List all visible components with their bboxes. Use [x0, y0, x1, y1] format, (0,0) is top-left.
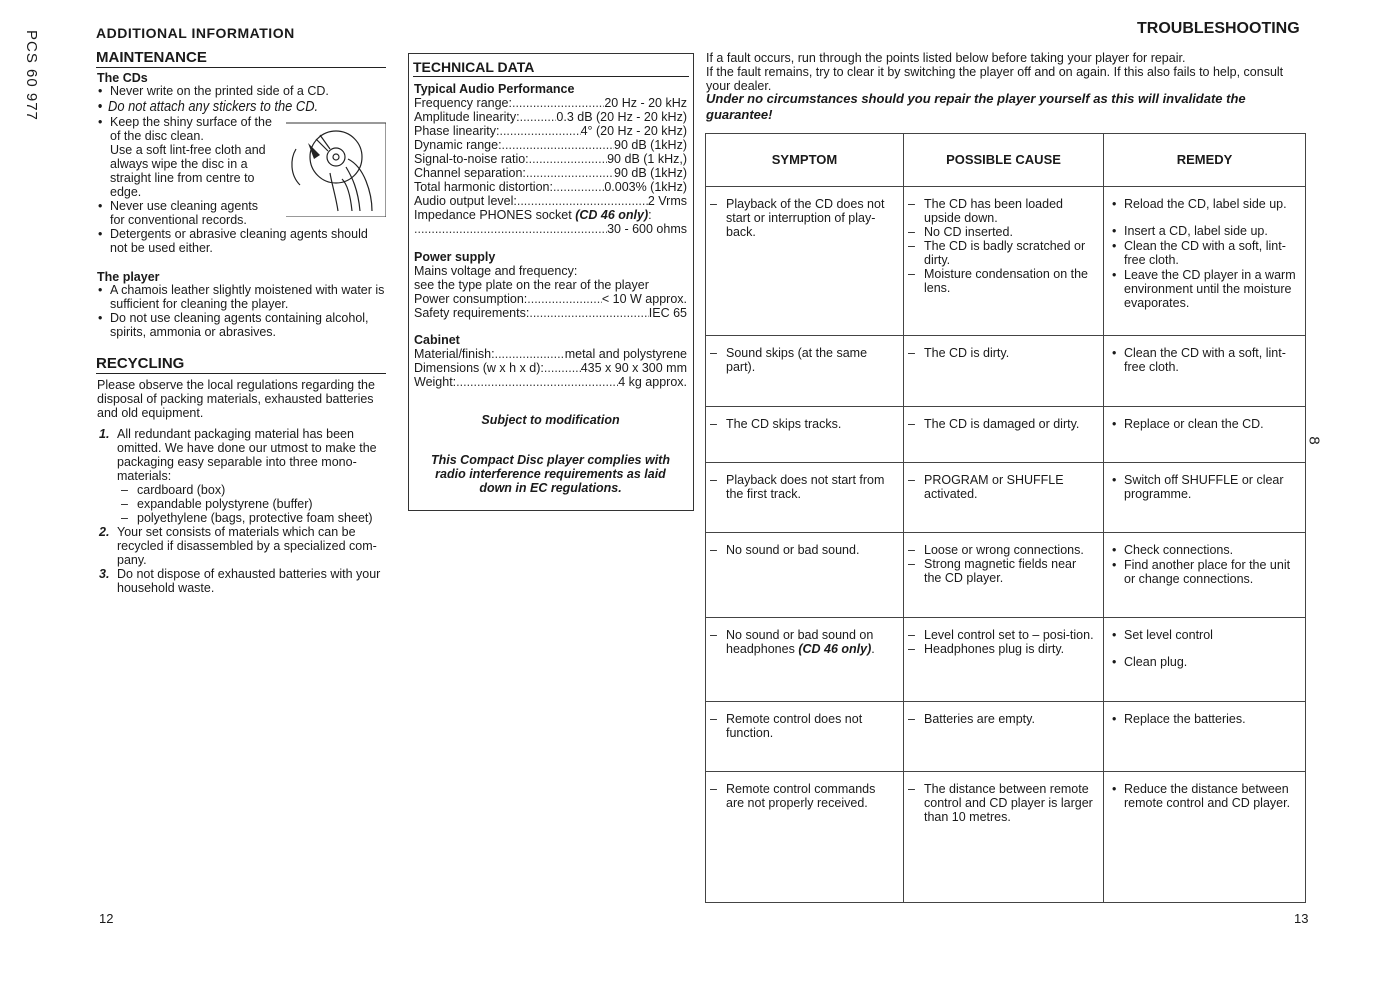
spec-row — [414, 222, 687, 236]
spec-label: Signal-to-noise ratio: — [414, 152, 529, 166]
recycling-item — [97, 525, 389, 567]
symptom-text-main: No sound or bad sound on headphones — [726, 628, 874, 656]
spec-label: Total harmonic distortion: — [414, 180, 553, 194]
remedy-text: • Find another place for the unit or change connections. — [1110, 558, 1299, 586]
symptom-cell — [706, 618, 904, 702]
spec-value: 90 dB (1kHz) — [614, 138, 687, 152]
table-row — [706, 772, 1306, 903]
table-row — [706, 702, 1306, 772]
recycling-item — [97, 427, 389, 483]
remedy-text: • Clean plug. — [1110, 655, 1299, 669]
spec-value: 4° (20 Hz - 20 kHz) — [580, 124, 687, 138]
intro-line: If a fault occurs, run through the points listed below before taking your player for repair. — [706, 51, 1186, 65]
recycling-heading: RECYCLING — [96, 355, 386, 374]
impedance-label: Impedance PHONES socket — [414, 208, 572, 222]
cause-text: – Headphones plug is dirty. — [904, 642, 1103, 656]
spec-row — [414, 180, 687, 194]
table-row — [706, 187, 1306, 336]
spec-label: Weight: — [414, 375, 457, 389]
symptom-cell — [706, 702, 904, 772]
spec-value: 0.3 dB (20 Hz - 20 kHz) — [556, 110, 687, 124]
remedy-cell — [1104, 772, 1306, 903]
player-subheading: The player — [97, 270, 160, 284]
repair-warning: Under no circumstances should you repair the player yourself as this will invalidate the guarantee! — [706, 91, 1246, 122]
material-item: – expandable polystyrene (buffer) — [117, 497, 389, 511]
cause-cell — [904, 772, 1104, 903]
symptom-cell — [706, 336, 904, 407]
recycling-item-number: 3. — [99, 567, 110, 581]
cause-text: – Moisture condensation on the lens. — [904, 267, 1103, 295]
page-number-right: 13 — [1294, 911, 1309, 926]
cause-cell — [904, 702, 1104, 772]
remedy-cell — [1104, 187, 1306, 336]
table-row — [706, 407, 1306, 463]
table-row — [706, 463, 1306, 533]
cds-item: • Never write on the printed side of a CD. — [96, 84, 386, 98]
cause-text: – Strong magnetic fields near the CD player. — [904, 557, 1103, 585]
cause-cell — [904, 407, 1104, 463]
material-item: – polyethylene (bags, protective foam sheet) — [117, 511, 389, 525]
remedy-text: • Switch off SHUFFLE or clear programme. — [1110, 473, 1299, 501]
symptom-text — [706, 628, 903, 656]
recycling-intro: Please observe the local regulations regarding the disposal of packing materials, exhausted batteries and old equipment. — [97, 378, 375, 420]
cds-line: for conventional records. — [110, 213, 247, 227]
symptom-period: . — [871, 642, 875, 656]
spec-label: Channel separation: — [414, 166, 526, 180]
cause-cell — [904, 463, 1104, 533]
spec-label: Amplitude linearity: — [414, 110, 520, 124]
material-item: – cardboard (box) — [117, 483, 389, 497]
spec-value: IEC 65 — [648, 306, 687, 320]
symptom-cell — [706, 407, 904, 463]
player-list — [96, 283, 388, 339]
cause-text: – Loose or wrong connections. — [904, 543, 1103, 557]
cabinet-subheading: Cabinet — [414, 333, 460, 347]
compliance-note: This Compact Disc player complies with radio interference requirements as laid down in EC regulations. — [431, 453, 670, 495]
recycling-item — [97, 567, 389, 595]
impedance-note: (CD 46 only) — [575, 208, 649, 222]
spec-label: Safety requirements: — [414, 306, 530, 320]
cds-item: • Never use cleaning agents — [96, 199, 386, 213]
remedy-cell — [1104, 463, 1306, 533]
remedy-text: • Set level control — [1110, 628, 1299, 642]
technical-data-heading: TECHNICAL DATA — [413, 58, 689, 77]
cds-subheading: The CDs — [97, 71, 148, 85]
column-header-symptom: SYMPTOM — [706, 134, 904, 187]
symptom-text: – Remote control commands are not properly received. — [706, 782, 903, 810]
cause-text: – Level control set to – posi-tion. — [904, 628, 1103, 642]
player-item: • Do not use cleaning agents containing alcohol, spirits, ammonia or abrasives. — [96, 311, 388, 339]
recycling-item-number: 1. — [99, 427, 110, 441]
symptom-text: – Remote control does not function. — [706, 712, 903, 740]
remedy-cell — [1104, 407, 1306, 463]
audio-performance-subheading: Typical Audio Performance — [414, 82, 575, 96]
maintenance-heading: MAINTENANCE — [96, 49, 386, 68]
cause-cell — [904, 187, 1104, 336]
column-header-cause: POSSIBLE CAUSE — [904, 134, 1104, 187]
spec-value: 90 dB (1kHz) — [614, 166, 687, 180]
cds-item: • Detergents or abrasive cleaning agents should — [96, 227, 386, 241]
table-row — [706, 618, 1306, 702]
spec-label: Phase linearity: — [414, 124, 500, 138]
remedy-cell — [1104, 618, 1306, 702]
recycling-item-text: All redundant packaging material has been omitted. We have done our utmost to make the packaging easy separable into three mono-materials: — [117, 427, 377, 483]
spec-row — [414, 124, 687, 138]
cause-cell — [904, 533, 1104, 618]
recycling-list — [97, 427, 389, 595]
symptom-cell — [706, 187, 904, 336]
cds-line: Use a soft lint-free cloth and — [110, 143, 266, 157]
cause-cell — [904, 618, 1104, 702]
cds-line: always wipe the disc in a — [110, 157, 248, 171]
spec-value: 4 kg approx. — [618, 375, 687, 389]
spec-value: 0.003% (1kHz) — [604, 180, 687, 194]
spec-value: metal and polystyrene — [564, 347, 687, 361]
symptom-cell — [706, 533, 904, 618]
disc-cleaning-illustration — [286, 119, 386, 217]
cds-item: • Keep the shiny surface of the — [96, 115, 386, 129]
spec-row — [414, 375, 687, 389]
document-code: PCS 60 977 — [23, 30, 40, 121]
spec-value: < 10 W approx. — [601, 292, 687, 306]
remedy-text: • Reload the CD, label side up. — [1110, 197, 1299, 211]
troubleshooting-heading: TROUBLESHOOTING — [1137, 20, 1300, 37]
cause-text: – The CD is damaged or dirty. — [904, 417, 1103, 431]
cds-item: • Do not attach any stickers to the CD. — [96, 98, 345, 115]
spec-row — [414, 306, 687, 320]
recycling-item-text: Your set consists of materials which can be recycled if disassembled by a specialized com-pany. — [117, 525, 377, 567]
symptom-text: – The CD skips tracks. — [706, 417, 903, 431]
spec-label: Dynamic range: — [414, 138, 502, 152]
recycling-item-number: 2. — [99, 525, 110, 539]
table-header-row — [706, 134, 1306, 187]
cds-line: edge. — [110, 185, 142, 199]
spec-row — [414, 96, 687, 110]
cause-text: – PROGRAM or SHUFFLE activated. — [904, 473, 1103, 501]
power-line: see the type plate on the rear of the player — [414, 278, 649, 292]
column-header-remedy: REMEDY — [1104, 134, 1306, 187]
spec-label: Material/finish: — [414, 347, 495, 361]
cause-text: – The distance between remote control and CD player is larger than 10 metres. — [904, 782, 1103, 824]
remedy-text: • Clean the CD with a soft, lint-free cloth. — [1110, 346, 1299, 374]
remedy-cell — [1104, 533, 1306, 618]
power-supply-subheading: Power supply — [414, 250, 496, 264]
cause-text: – The CD is dirty. — [904, 346, 1103, 360]
power-line: Mains voltage and frequency: — [414, 264, 578, 278]
remedy-text: • Check connections. — [1110, 543, 1299, 557]
recycling-item-text: Do not dispose of exhausted batteries with your household waste. — [117, 567, 381, 595]
remedy-text: • Clean the CD with a soft, lint-free cloth. — [1110, 239, 1299, 267]
symptom-text: – Sound skips (at the same part). — [706, 346, 903, 374]
spec-row — [414, 152, 687, 166]
troubleshooting-intro — [706, 51, 1304, 93]
spec-row — [414, 110, 687, 124]
remedy-text: • Leave the CD player in a warm environment until the moisture evaporates. — [1110, 268, 1299, 310]
spec-row — [414, 347, 687, 361]
remedy-text: • Insert a CD, label side up. — [1110, 224, 1299, 238]
cds-line: not be used either. — [110, 241, 213, 255]
table-row — [706, 336, 1306, 407]
symptom-text: – Playback of the CD does not start or interruption of play-back. — [706, 197, 903, 239]
remedy-cell — [1104, 702, 1306, 772]
spec-value: 90 dB (1 kHz,) — [607, 152, 687, 166]
troubleshooting-table — [705, 133, 1306, 903]
spec-label: Audio output level: — [414, 194, 517, 208]
spec-label: Dimensions (w x h x d): — [414, 361, 544, 375]
cause-cell — [904, 336, 1104, 407]
remedy-cell — [1104, 336, 1306, 407]
spec-row — [414, 361, 687, 375]
page-number-left: 12 — [99, 911, 114, 926]
subject-to-modification-note: Subject to modification — [481, 413, 620, 427]
symptom-text: – No sound or bad sound. — [706, 543, 903, 557]
symptom-text: – Playback does not start from the first track. — [706, 473, 903, 501]
spec-label: Frequency range: — [414, 96, 512, 110]
remedy-text: • Replace or clean the CD. — [1110, 417, 1299, 431]
spec-label: Power consumption: — [414, 292, 528, 306]
spec-value: 435 x 90 x 300 mm — [580, 361, 687, 375]
cause-text: – No CD inserted. — [904, 225, 1103, 239]
cause-text: – Batteries are empty. — [904, 712, 1103, 726]
remedy-text: • Reduce the distance between remote control and CD player. — [1110, 782, 1299, 810]
technical-data-box — [408, 53, 694, 511]
cds-line: of the disc clean. — [110, 129, 204, 143]
cds-line: straight line from centre to — [110, 171, 255, 185]
intro-line: If the fault remains, try to clear it by switching the player off and on again. If this also fails to help, consult your dealer. — [706, 65, 1284, 93]
symptom-model-note: (CD 46 only) — [798, 642, 872, 656]
spec-row — [414, 292, 687, 306]
spec-value: 20 Hz - 20 kHz — [604, 96, 687, 110]
remedy-text: • Replace the batteries. — [1110, 712, 1299, 726]
player-item: • A chamois leather slightly moistened with water is sufficient for cleaning the player. — [96, 283, 388, 311]
table-row — [706, 533, 1306, 618]
spec-row — [414, 138, 687, 152]
cause-text: – The CD has been loaded upside down. — [904, 197, 1103, 225]
section-heading-additional-info: ADDITIONAL INFORMATION — [96, 25, 295, 41]
margin-mark: 8 — [1305, 436, 1323, 445]
symptom-cell — [706, 772, 904, 903]
impedance-label-line — [414, 208, 687, 222]
cause-text: – The CD is badly scratched or dirty. — [904, 239, 1103, 267]
impedance-colon: : — [648, 208, 652, 222]
spec-row — [414, 166, 687, 180]
symptom-cell — [706, 463, 904, 533]
spec-value: 30 - 600 ohms — [607, 222, 687, 236]
spec-value: 2 Vrms — [647, 194, 687, 208]
spec-row — [414, 194, 687, 208]
